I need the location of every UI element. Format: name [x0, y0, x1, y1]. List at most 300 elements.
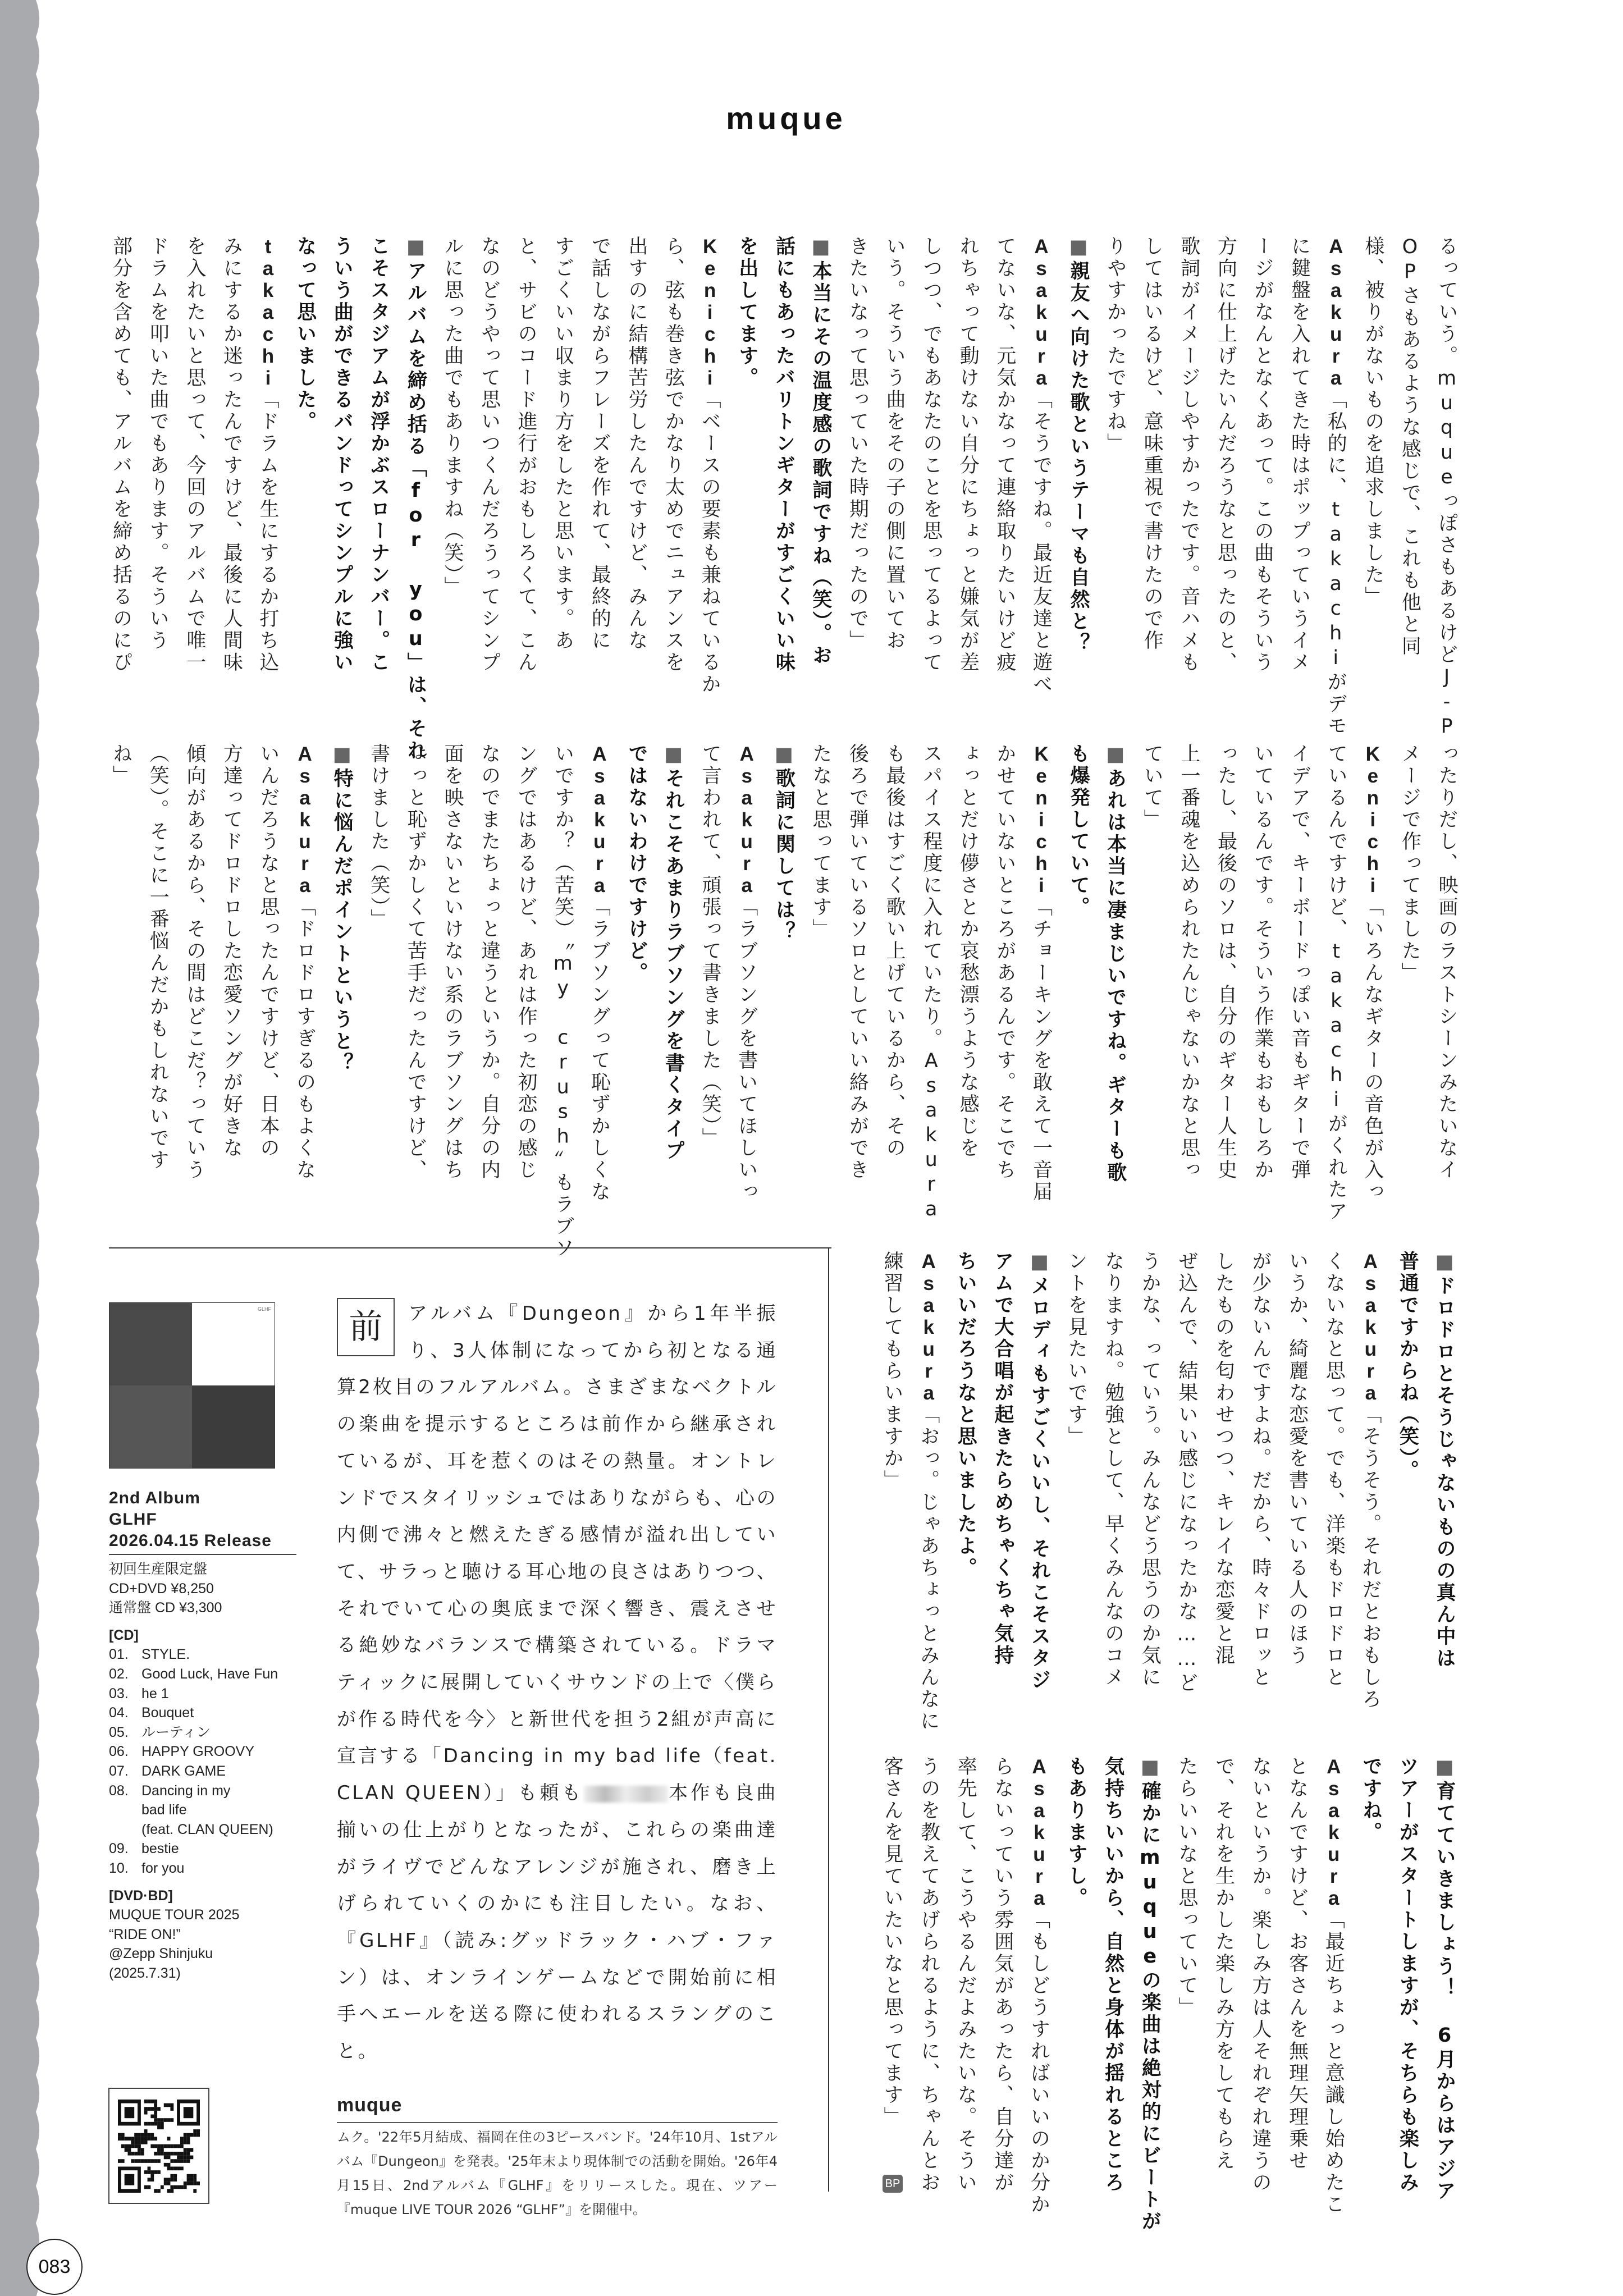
- qr-module: [148, 2133, 151, 2137]
- qr-module: [161, 2144, 164, 2148]
- qr-module: [157, 2121, 161, 2125]
- edge-band: [0, 0, 39, 2296]
- qr-module: [177, 2185, 180, 2189]
- interview-answer-line: [176, 236, 213, 679]
- qr-module: [177, 2144, 180, 2148]
- track-item: [109, 1723, 311, 1742]
- speaker-name: Asakura: [1359, 1251, 1382, 1404]
- review-text: 本作も良曲揃いの仕上がりとなったが、これらの楽曲達がライヴでどんなアレンジが施され、磨き上げられていくのかにも注目したい。なお、『GLHF』（読み:グッドラック・ハブ・ファン）は、オンラインゲームなどで開始前に相手へエールを送る際に使われるスラングのこと。: [337, 1782, 778, 2063]
- qr-module: [131, 2144, 134, 2148]
- interview-answer-line: [139, 236, 176, 679]
- question-marker-icon: ■: [331, 743, 354, 768]
- qr-module: [193, 2181, 196, 2185]
- track-title: Bouquet: [141, 1705, 194, 1721]
- interview-answer-line: [1243, 236, 1281, 679]
- interview-answer-line: [1021, 1756, 1058, 2216]
- review-drop-initial: 前: [337, 1298, 395, 1356]
- qr-module: [173, 2185, 177, 2189]
- interview-answer-line: [984, 1756, 1021, 2199]
- line-text: すごくいい収まり方をしたと思います。あ: [551, 236, 574, 652]
- qr-code-icon[interactable]: [108, 2088, 209, 2204]
- interview-tier-2: [102, 743, 1465, 1260]
- interview-question-line: [360, 236, 397, 679]
- qr-module: [131, 2159, 134, 2163]
- line-text: 「もしどうすればいいのか分か: [1027, 1909, 1050, 2216]
- speaker-name: Kenichi: [1030, 743, 1053, 897]
- album-info: [109, 1488, 311, 1983]
- interview-answer-line: [508, 236, 545, 679]
- qr-module: [180, 2151, 184, 2155]
- album-review: [337, 1296, 778, 2070]
- qr-module: [187, 2159, 190, 2163]
- interview-answer-line: [1241, 1251, 1278, 1694]
- line-text: たなと思ってます」: [809, 743, 832, 940]
- track-title: DARK GAME: [141, 1763, 226, 1779]
- qr-module: [148, 2100, 151, 2103]
- qr-module: [154, 2107, 157, 2111]
- interview-answer-line: [1278, 1251, 1315, 1694]
- track-item: [109, 1800, 311, 1820]
- qr-module: [154, 2137, 157, 2141]
- interview-question-line: [1059, 236, 1096, 679]
- line-text: 「チョーキングを敢えて一音届: [1030, 897, 1053, 1203]
- line-text: 客さんを見ていたいなと思ってます」: [881, 1756, 904, 2128]
- interview-answer-line: [655, 236, 692, 679]
- tracklist: [109, 1645, 311, 1878]
- line-text: ら、弦も巻き弦でかなり太めでニュアンスを: [662, 236, 685, 674]
- qr-module: [144, 2107, 148, 2111]
- artist-profile-text: ムク。'22年5月結成、福岡在住の3ピースバンド。'24年10月、1stアルバム『Dungeon』を発表。'25年末より現体制での活動を開始。'26年4月15日、2ndアルバム『GLHF』をリリースした。現在、ツアー『muque LIVE TOUR 2026 “GLHF”』を開催中。: [337, 2129, 778, 2217]
- interview-answer-line: [544, 236, 581, 679]
- question-marker-icon: ■: [1433, 1756, 1456, 1781]
- line-text: らないっていう雰囲気があったら、自分達が: [991, 1756, 1014, 2194]
- qr-module: [157, 2125, 161, 2129]
- album-cover-image: [109, 1302, 275, 1469]
- line-text: りやすかったですね」: [1104, 236, 1127, 455]
- line-text: ったりだし、映画のラストシーンみたいなイ: [1435, 743, 1458, 1181]
- interview-answer-line: [876, 743, 913, 1187]
- line-text: ぜ込んで、結果いい感じになったかな……ど: [1175, 1251, 1198, 1694]
- line-text: あれは本当に凄まじいですね。ギターも歌: [1104, 768, 1127, 1184]
- line-text: 「そうそう。それだとおもしろ: [1359, 1404, 1382, 1710]
- track-number: 03.: [109, 1685, 129, 1702]
- line-text: いているんです。そういう作業もおもしろか: [1251, 743, 1274, 1181]
- interview-answer-line: [1241, 1756, 1278, 2199]
- qr-module: [131, 2141, 134, 2144]
- line-text: なのでまたちょっと違うというか。自分の内: [478, 743, 501, 1181]
- interview-question-line: [397, 236, 434, 762]
- interview-answer-line: [1391, 236, 1428, 679]
- interview-answer-line: [1354, 236, 1391, 679]
- track-number: 09.: [109, 1841, 129, 1857]
- interview-answer-line: [1281, 236, 1318, 679]
- interview-question-line: [728, 236, 765, 679]
- line-text: 「ラブソングを書いてほしいっ: [735, 897, 758, 1203]
- qr-module: [190, 2178, 193, 2181]
- qr-module: [131, 2137, 134, 2141]
- interview-question-line: [947, 1251, 984, 1694]
- line-text: それこそあまりラブソングを書くタイプ: [662, 768, 685, 1162]
- track-title: Good Luck, Have Fun: [141, 1666, 278, 1682]
- qr-module: [134, 2144, 138, 2148]
- track-item: [109, 1684, 311, 1704]
- qr-module: [138, 2144, 141, 2148]
- qr-module: [196, 2129, 200, 2133]
- track-item: [109, 1703, 311, 1723]
- qr-module: [150, 2137, 154, 2141]
- line-text: るっていう。muqueっぽさもあるけどJ-P: [1435, 236, 1458, 740]
- qr-module: [193, 2189, 196, 2193]
- qr-module: [187, 2151, 190, 2155]
- qr-module: [170, 2159, 173, 2163]
- qr-module: [121, 2137, 125, 2141]
- line-text: 「ラブソングって恥ずかしくな: [588, 897, 611, 1203]
- qr-module: [150, 2100, 154, 2103]
- qr-module: [161, 2148, 164, 2152]
- interview-answer-line: [249, 743, 286, 1187]
- interview-question-line: [1389, 1756, 1426, 2199]
- track-number: 07.: [109, 1763, 129, 1779]
- qr-module: [148, 2159, 151, 2163]
- qr-module: [154, 2118, 157, 2122]
- question-marker-icon: ■: [1067, 236, 1090, 260]
- question-marker-icon: ■: [1028, 1251, 1051, 1275]
- interview-answer-line: [1243, 743, 1281, 1187]
- line-text: メロディもすごくいいし、それこそスタジ: [1028, 1275, 1051, 1691]
- qr-module: [173, 2166, 177, 2170]
- qr-module: [144, 2170, 148, 2174]
- qr-module: [157, 2148, 161, 2152]
- line-text: 気持ちいいから、自然と身体が揺れるところ: [1101, 1756, 1124, 2194]
- interview-answer-line: [1205, 1756, 1242, 2199]
- qr-module: [184, 2107, 194, 2118]
- line-text: メージで作ってました」: [1398, 743, 1421, 984]
- qr-module: [118, 2137, 121, 2141]
- qr-module: [157, 2107, 161, 2111]
- qr-module: [196, 2181, 200, 2185]
- qr-module: [125, 2137, 128, 2141]
- interview-question-line: [1094, 1756, 1131, 2199]
- interview-tier-1: [102, 236, 1465, 762]
- question-marker-icon: ■: [1433, 1251, 1456, 1275]
- line-text: ないというか。楽しみ方は人それぞれ違うの: [1249, 1756, 1272, 2194]
- interview-answer-line: [839, 743, 876, 1187]
- line-text: 率先して、こうやるんだよみたいな。そうい: [954, 1756, 977, 2194]
- qr-module: [157, 2144, 161, 2148]
- line-text: なのどうやって思いつくんだろうってシンプ: [478, 236, 501, 674]
- qr-module: [170, 2151, 173, 2155]
- interview-question-line: [1059, 743, 1096, 1187]
- interview-answer-line: [1096, 236, 1133, 679]
- qr-module: [180, 2185, 184, 2189]
- line-text: も最後はすごく歌い上げているから、その: [883, 743, 906, 1159]
- edition-line: CD+DVD ¥8,250: [109, 1580, 214, 1597]
- line-text: 話にもあったバリトンギターがすごくいい味: [772, 236, 796, 674]
- interview-tier-3-lower: [873, 1756, 1462, 2233]
- line-text: ょっとだけ儚さとか哀愁漂うような感じを: [957, 743, 980, 1159]
- line-text: れちゃって動けない自分にちょっと嫌気が差: [957, 236, 980, 674]
- line-text: 「ドロドロすぎるのもよくな: [293, 897, 316, 1181]
- qr-module: [167, 2178, 171, 2181]
- qr-module: [177, 2166, 180, 2170]
- qr-module: [154, 2114, 157, 2118]
- qr-module: [121, 2133, 125, 2137]
- qr-module: [157, 2170, 161, 2174]
- line-text: に鍵盤を入れてきた時はポップっていうイメ: [1288, 236, 1311, 674]
- line-text: したものを匂わせつつ、キレイな恋愛と混: [1212, 1251, 1235, 1667]
- qr-module: [187, 2181, 190, 2185]
- line-text: みにするか迷ったんですけど、最後に人間味: [220, 236, 243, 674]
- line-text: てないな、元気かなって連絡取りたいけど疲: [993, 236, 1016, 674]
- qr-module: [164, 2162, 167, 2166]
- interview-answer-line: [102, 743, 139, 1187]
- blurred-text: [584, 1786, 668, 1803]
- qr-module: [170, 2189, 173, 2193]
- line-text: 「いろんなギターの音色が入っ: [1361, 897, 1384, 1203]
- qr-module: [144, 2159, 148, 2163]
- qr-module: [150, 2144, 154, 2148]
- interview-question-line: [1425, 1756, 1462, 2202]
- page-number: 083: [26, 2239, 83, 2295]
- line-text: 「私的に、takachiがデモ: [1324, 389, 1347, 737]
- interview-answer-line: [1170, 743, 1207, 1187]
- question-marker-icon: ■: [404, 236, 427, 260]
- qr-module: [134, 2159, 138, 2163]
- divider: [337, 2122, 778, 2123]
- line-text: たらいいなと思っていて」: [1175, 1756, 1198, 2019]
- qr-module: [184, 2155, 187, 2159]
- track-number: 08.: [109, 1782, 129, 1799]
- qr-module: [150, 2121, 154, 2125]
- qr-module: [164, 2155, 167, 2159]
- line-text: 確かにmuqueの楽曲は絶対的にビートが: [1139, 1781, 1162, 2233]
- interview-answer-line: [1391, 743, 1428, 1187]
- qr-module: [167, 2162, 171, 2166]
- track-title: for you: [141, 1860, 185, 1876]
- qr-module: [144, 2133, 148, 2137]
- dvd-heading: [DVD·BD]: [109, 1887, 173, 1904]
- qr-module: [190, 2155, 193, 2159]
- qr-module: [180, 2159, 184, 2163]
- line-text: スパイス程度に入れていたり。Asakura: [920, 743, 943, 1223]
- line-text: してはいるけど、意味重視で書けたので作: [1141, 236, 1164, 652]
- dvd-line: “RIDE ON!”: [109, 1926, 181, 1942]
- qr-module: [190, 2181, 193, 2185]
- qr-module: [157, 2159, 161, 2163]
- qr-module: [141, 2148, 144, 2152]
- qr-module: [131, 2151, 134, 2155]
- qr-module: [154, 2103, 157, 2107]
- interview-answer-line: [986, 236, 1023, 679]
- qr-module: [134, 2141, 138, 2144]
- line-text: ージがなんとなくあって。この曲もそういう: [1251, 236, 1274, 674]
- qr-module: [154, 2100, 157, 2103]
- qr-module: [138, 2159, 141, 2163]
- album-type: 2nd Album: [109, 1489, 200, 1507]
- track-title: STYLE.: [141, 1646, 190, 1663]
- interview-question-line: [618, 743, 655, 1187]
- qr-module: [148, 2178, 151, 2181]
- qr-module: [144, 2141, 148, 2144]
- interview-answer-line: [139, 743, 176, 1187]
- line-text: ですね。: [1359, 1756, 1382, 1844]
- qr-module: [177, 2159, 180, 2163]
- track-title: Dancing in my: [141, 1782, 231, 1799]
- interview-question-line: [1425, 1251, 1462, 1694]
- info-box-right-rule: [828, 1247, 829, 2192]
- edition-line: 初回生産限定盤: [109, 1561, 208, 1577]
- line-text: イデアで、キーボードっぽい音もギターで弾: [1288, 743, 1311, 1181]
- qr-module: [187, 2155, 190, 2159]
- line-text: ょっと恥ずかしくて苦手だったんですけど、: [404, 743, 427, 1181]
- speaker-name: Asakura: [588, 743, 611, 897]
- qr-module: [144, 2110, 148, 2114]
- interview-answer-line: [802, 743, 839, 1187]
- qr-module: [193, 2178, 196, 2181]
- line-text: 方達ってドロドロした恋愛ソングが好きな: [220, 743, 243, 1159]
- review-and-profile: [337, 1296, 778, 2222]
- line-text: ドラムを叩いた曲でもあります。そういう: [147, 236, 170, 652]
- line-text: 歌詞に関しては？: [772, 768, 796, 943]
- interview-question-line: [1021, 1251, 1058, 1694]
- line-text: 部分を含めても、アルバムを締め括るのにぴ: [109, 236, 132, 674]
- interview-answer-line: [1133, 236, 1171, 679]
- line-text: 様、被りがないものを追求しました」: [1361, 236, 1384, 608]
- qr-module: [128, 2148, 131, 2152]
- qr-module: [170, 2107, 173, 2111]
- qr-module: [144, 2185, 148, 2189]
- line-text: を入れたいと思って、今回のアルバムで唯一: [183, 236, 206, 674]
- qr-module: [154, 2170, 157, 2174]
- qr-module: [187, 2178, 190, 2181]
- interview-answer-line: [1318, 236, 1355, 737]
- line-text: いう。そういう曲をその子の側に置いてお: [883, 236, 906, 652]
- line-text: 「ドラムを生にするか打ち込: [257, 389, 279, 674]
- line-text: 育てていきましょう！ 6月からはアジア: [1433, 1781, 1456, 2202]
- qr-module: [161, 2121, 164, 2125]
- qr-module: [187, 2137, 190, 2141]
- bp-badge-icon: BP: [883, 2175, 903, 2193]
- line-text: アムで大合唱が起きたらめちゃくちゃ気持: [991, 1251, 1014, 1667]
- qr-module: [184, 2181, 187, 2185]
- interview-answer-line: [544, 743, 581, 1260]
- interview-answer-line: [360, 743, 397, 1187]
- qr-module: [193, 2133, 196, 2137]
- speaker-name: Asakura: [294, 743, 316, 897]
- line-text: しつつ、でもあなたのことを思ってるよって: [920, 236, 943, 674]
- qr-module: [150, 2133, 154, 2137]
- qr-module: [184, 2137, 187, 2141]
- artist-profile-name: muque: [337, 2094, 403, 2116]
- line-text: を出してます。: [735, 236, 758, 389]
- album-release-date: 2026.04.15 Release: [109, 1531, 272, 1550]
- qr-module: [170, 2144, 173, 2148]
- interview-question-line: [765, 236, 802, 679]
- qr-module: [144, 2129, 148, 2133]
- qr-module: [170, 2178, 173, 2181]
- qr-module: [148, 2185, 151, 2189]
- interview-answer-line: [1057, 1251, 1094, 1694]
- interview-answer-line: [433, 236, 470, 679]
- line-text: なって思いました。: [294, 236, 317, 433]
- track-title: (feat. CLAN QUEEN): [141, 1821, 273, 1837]
- qr-module: [190, 2174, 193, 2178]
- line-text: で、それを生かした楽しみ方をしてもらえ: [1212, 1756, 1235, 2172]
- dvd-line: (2025.7.31): [109, 1965, 181, 1981]
- qr-module: [150, 2114, 154, 2118]
- qr-module: [148, 2170, 151, 2174]
- line-text: OPさもあるような感じで、これも他と同: [1398, 236, 1421, 657]
- qr-module: [173, 2178, 177, 2181]
- line-text: 親友へ向けた歌というテーマも自然と？: [1067, 260, 1090, 655]
- line-text: 練習してもらいますか」: [881, 1251, 904, 1492]
- line-text: （笑）。そこに一番悩んだかもしれないです: [147, 743, 170, 1172]
- dvd-line: MUQUE TOUR 2025: [109, 1907, 240, 1923]
- line-text: くないなと思って。でも、洋楽もドロドロと: [1323, 1251, 1346, 1689]
- line-text: なりますね。勉強として、早くみんなのコメ: [1101, 1251, 1124, 1689]
- line-text: いうか、綺麗な恋愛を書いている人のほう: [1286, 1251, 1309, 1667]
- qr-module: [167, 2118, 171, 2122]
- line-text: ちいいだろうなと思いましたよ。: [954, 1251, 977, 1579]
- qr-module: [154, 2159, 157, 2163]
- track-title: he 1: [141, 1685, 169, 1702]
- track-title: bad life: [141, 1802, 187, 1818]
- line-text: ね」: [109, 743, 132, 787]
- qr-module: [157, 2151, 161, 2155]
- speaker-name: Asakura: [1325, 236, 1347, 389]
- cover-logo: GLHF: [257, 1306, 271, 1312]
- qr-module: [167, 2166, 171, 2170]
- qr-module: [154, 2144, 157, 2148]
- page-title: muque: [726, 100, 846, 136]
- track-item: [109, 1859, 311, 1878]
- qr-module: [154, 2121, 157, 2125]
- interview-answer-line: [1315, 1756, 1352, 2216]
- interview-question-line: [1057, 1756, 1094, 2199]
- interview-answer-line: [1315, 1251, 1352, 1694]
- interview-question-line: [802, 236, 839, 679]
- interview-question-line: [1389, 1251, 1426, 1694]
- qr-module: [184, 2185, 187, 2189]
- question-marker-icon: ■: [772, 743, 796, 768]
- line-text: いですか？（苦笑）〝my crush〟もラブソ: [551, 743, 574, 1260]
- qr-module: [164, 2144, 167, 2148]
- line-text: こそスタジアムが浮かぶスローナンバー。こ: [367, 236, 390, 674]
- interview-answer-line: [1133, 743, 1171, 1187]
- line-text: 「そうですね。最近友達と遊べ: [1030, 389, 1053, 696]
- qr-module: [184, 2151, 187, 2155]
- line-text: 「最近ちょっと意識し始めたこ: [1322, 1909, 1345, 2216]
- line-text: 特に悩んだポイントというと？: [331, 768, 354, 1074]
- interview-answer-line: [949, 743, 986, 1187]
- qr-module: [148, 2107, 151, 2111]
- qr-module: [164, 2118, 167, 2122]
- interview-answer-line: [1281, 743, 1318, 1187]
- interview-answer-line: [1352, 1251, 1389, 1710]
- qr-module: [148, 2166, 151, 2170]
- qr-module: [167, 2189, 171, 2193]
- qr-module: [190, 2133, 193, 2137]
- track-number: 01.: [109, 1646, 129, 1663]
- qr-module: [161, 2125, 164, 2129]
- qr-module: [177, 2155, 180, 2159]
- qr-module: [154, 2189, 157, 2193]
- qr-module: [170, 2118, 173, 2122]
- interview-answer-line: [692, 743, 729, 1187]
- track-number: 02.: [109, 1666, 129, 1682]
- interview-question-line: [1131, 1756, 1168, 2233]
- qr-module: [150, 2107, 154, 2111]
